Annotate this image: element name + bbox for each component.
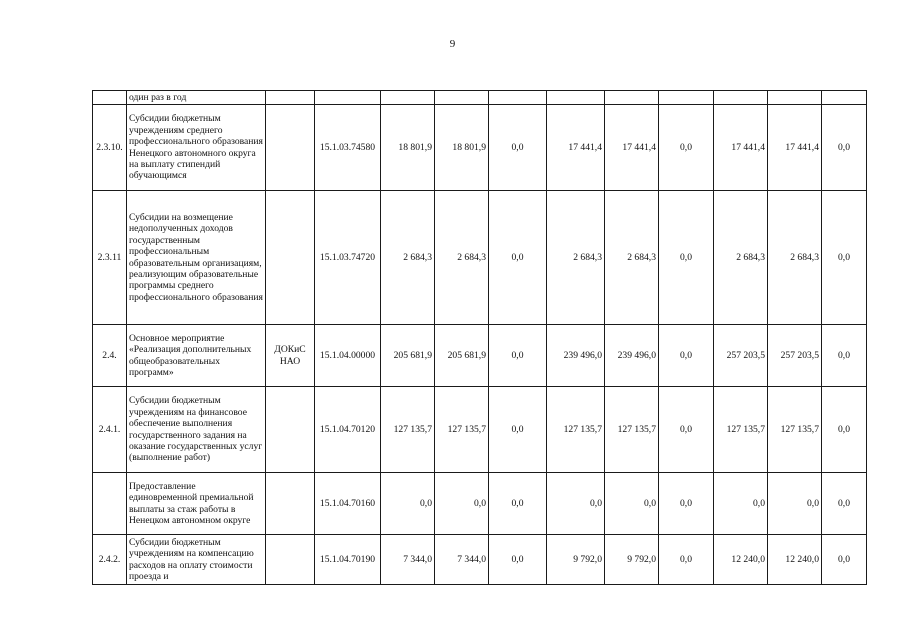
amount-cell: 205 681,9 — [435, 325, 489, 387]
amount-cell: 9 792,0 — [605, 535, 659, 585]
measure-name-cell: Субсидии бюджетным учреждениям на финансовое обеспечение выполнения государственного задания на оказание государственных услуг (выполнение работ) — [127, 387, 266, 473]
amount-cell: 18 801,9 — [435, 105, 489, 191]
budget-code-cell: 15.1.04.70190 — [315, 535, 381, 585]
amount-cell: 17 441,4 — [768, 105, 822, 191]
amount-cell: 0,0 — [822, 105, 867, 191]
table-row — [93, 535, 867, 585]
table-row — [93, 91, 867, 105]
amount-cell: 205 681,9 — [381, 325, 435, 387]
table-row — [93, 387, 867, 473]
budget-code-cell: 15.1.04.70120 — [315, 387, 381, 473]
amount-cell: 0,0 — [822, 325, 867, 387]
row-number-cell: 2.3.11 — [93, 191, 127, 325]
amount-cell: 2 684,3 — [714, 191, 768, 325]
budget-code-cell: 15.1.04.00000 — [315, 325, 381, 387]
budget-table — [92, 90, 867, 585]
amount-cell — [435, 91, 489, 105]
budget-table-body — [93, 91, 867, 585]
amount-cell — [768, 91, 822, 105]
amount-cell: 0,0 — [822, 473, 867, 535]
amount-cell: 17 441,4 — [547, 105, 605, 191]
amount-cell — [547, 91, 605, 105]
responsible-executor-cell — [266, 535, 315, 585]
responsible-executor-cell — [266, 105, 315, 191]
table-row — [93, 191, 867, 325]
amount-cell: 127 135,7 — [381, 387, 435, 473]
amount-cell: 0,0 — [489, 325, 547, 387]
measure-name-cell: Субсидии бюджетным учреждениям среднего профессионального образования Ненецкого автономного округа на выплату стипендий обучающимся — [127, 105, 266, 191]
budget-code-cell: 15.1.03.74580 — [315, 105, 381, 191]
amount-cell: 0,0 — [822, 535, 867, 585]
amount-cell: 0,0 — [489, 387, 547, 473]
amount-cell — [489, 91, 547, 105]
amount-cell: 0,0 — [659, 387, 714, 473]
table-row — [93, 473, 867, 535]
row-number-cell: 2.3.10. — [93, 105, 127, 191]
amount-cell: 127 135,7 — [714, 387, 768, 473]
responsible-executor-cell — [266, 387, 315, 473]
amount-cell: 0,0 — [489, 535, 547, 585]
amount-cell — [659, 91, 714, 105]
amount-cell: 257 203,5 — [768, 325, 822, 387]
row-number-cell — [93, 473, 127, 535]
amount-cell: 0,0 — [822, 387, 867, 473]
table-row — [93, 325, 867, 387]
amount-cell: 0,0 — [659, 325, 714, 387]
amount-cell: 18 801,9 — [381, 105, 435, 191]
amount-cell — [714, 91, 768, 105]
amount-cell: 2 684,3 — [605, 191, 659, 325]
amount-cell: 127 135,7 — [547, 387, 605, 473]
amount-cell: 17 441,4 — [605, 105, 659, 191]
amount-cell: 0,0 — [605, 473, 659, 535]
measure-name-cell: один раз в год — [127, 91, 266, 105]
budget-code-cell: 15.1.03.74720 — [315, 191, 381, 325]
measure-name-cell: Субсидии бюджетным учреждениям на компенсацию расходов на оплату стоимости проезда и — [127, 535, 266, 585]
amount-cell: 239 496,0 — [605, 325, 659, 387]
responsible-executor-cell — [266, 91, 315, 105]
amount-cell: 0,0 — [435, 473, 489, 535]
amount-cell: 0,0 — [659, 191, 714, 325]
row-number-cell: 2.4.2. — [93, 535, 127, 585]
responsible-executor-cell — [266, 473, 315, 535]
amount-cell: 127 135,7 — [605, 387, 659, 473]
amount-cell: 2 684,3 — [435, 191, 489, 325]
amount-cell: 17 441,4 — [714, 105, 768, 191]
amount-cell — [381, 91, 435, 105]
amount-cell — [605, 91, 659, 105]
amount-cell: 257 203,5 — [714, 325, 768, 387]
amount-cell: 2 684,3 — [381, 191, 435, 325]
budget-code-cell: 15.1.04.70160 — [315, 473, 381, 535]
amount-cell: 127 135,7 — [768, 387, 822, 473]
amount-cell: 0,0 — [489, 191, 547, 325]
table-row — [93, 105, 867, 191]
measure-name-cell: Субсидии на возмещение недополученных доходов государственным профессиональным образовательным организациям, реализующим образовательные программы среднего профессионального образования — [127, 191, 266, 325]
amount-cell: 239 496,0 — [547, 325, 605, 387]
row-number-cell: 2.4. — [93, 325, 127, 387]
amount-cell: 0,0 — [659, 473, 714, 535]
amount-cell: 0,0 — [822, 191, 867, 325]
amount-cell: 0,0 — [659, 535, 714, 585]
amount-cell: 0,0 — [547, 473, 605, 535]
amount-cell: 0,0 — [659, 105, 714, 191]
page-number: 9 — [449, 38, 456, 50]
amount-cell: 0,0 — [381, 473, 435, 535]
amount-cell: 12 240,0 — [768, 535, 822, 585]
amount-cell — [822, 91, 867, 105]
measure-name-cell: Предоставление единовременной премиальной выплаты за стаж работы в Ненецком автономном округе — [127, 473, 266, 535]
responsible-executor-cell — [266, 191, 315, 325]
amount-cell: 2 684,3 — [547, 191, 605, 325]
row-number-cell: 2.4.1. — [93, 387, 127, 473]
responsible-executor-cell: ДОКиС НАО — [266, 325, 315, 387]
amount-cell: 7 344,0 — [381, 535, 435, 585]
amount-cell: 7 344,0 — [435, 535, 489, 585]
amount-cell: 0,0 — [768, 473, 822, 535]
amount-cell: 0,0 — [489, 473, 547, 535]
amount-cell: 0,0 — [489, 105, 547, 191]
amount-cell: 12 240,0 — [714, 535, 768, 585]
amount-cell: 9 792,0 — [547, 535, 605, 585]
row-number-cell — [93, 91, 127, 105]
amount-cell: 2 684,3 — [768, 191, 822, 325]
amount-cell: 127 135,7 — [435, 387, 489, 473]
measure-name-cell: Основное мероприятие «Реализация дополнительных общеобразовательных программ» — [127, 325, 266, 387]
amount-cell: 0,0 — [714, 473, 768, 535]
budget-code-cell — [315, 91, 381, 105]
